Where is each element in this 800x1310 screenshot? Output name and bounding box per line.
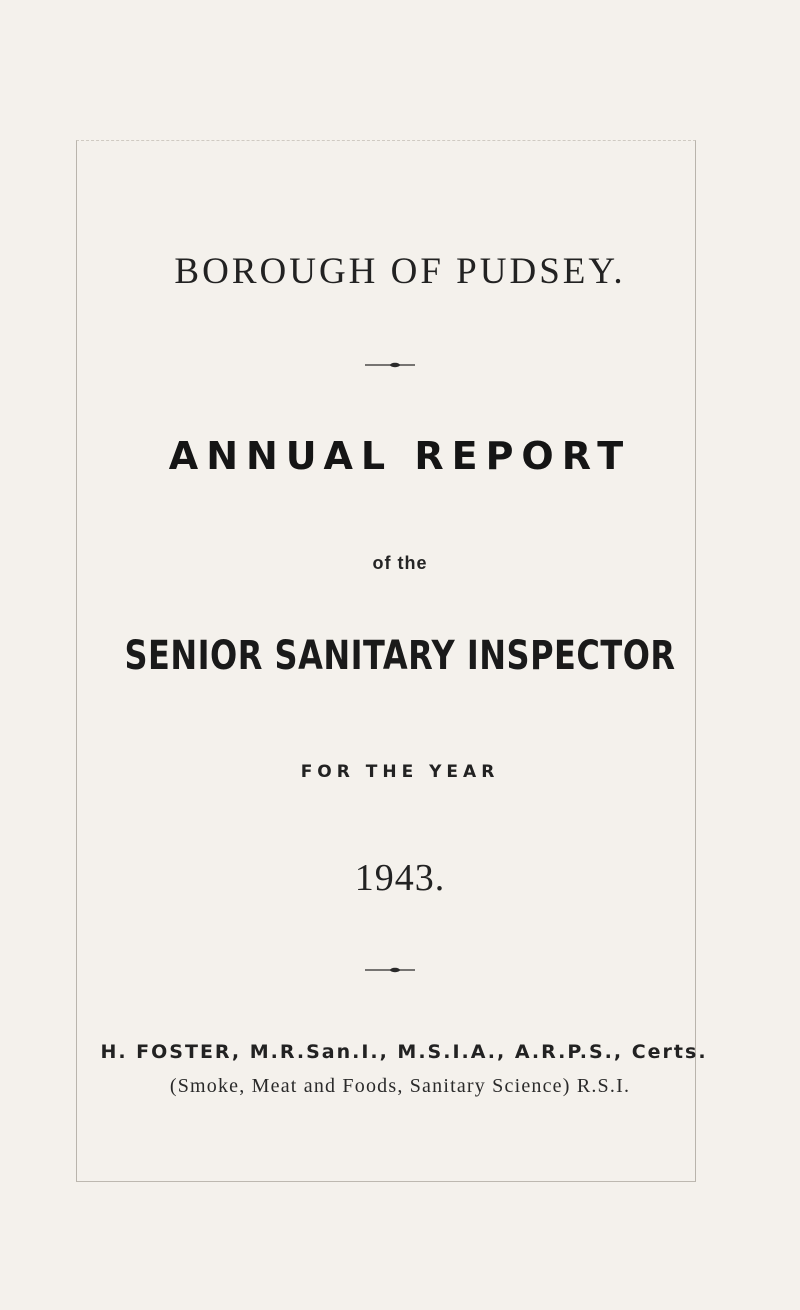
borough-heading: BOROUGH OF PUDSEY. [174, 251, 626, 292]
year-heading: 1943. [354, 857, 446, 899]
author-qualifications-line: (Smoke, Meat and Foods, Sanitary Science) R.S.I. [169, 1075, 631, 1097]
role-heading: SENIOR SANITARY INSPECTOR [124, 631, 676, 679]
ornament-rule-bottom [365, 966, 415, 974]
author-name-line: H. FOSTER, M.R.San.I., M.S.I.A., A.R.P.S., Certs. [100, 1041, 708, 1063]
report-heading: ANNUAL REPORT [168, 434, 632, 478]
ornament-rule-top [365, 361, 415, 369]
for-the-year-text: FOR THE YEAR [300, 762, 500, 782]
of-the-text: of the [372, 553, 428, 573]
